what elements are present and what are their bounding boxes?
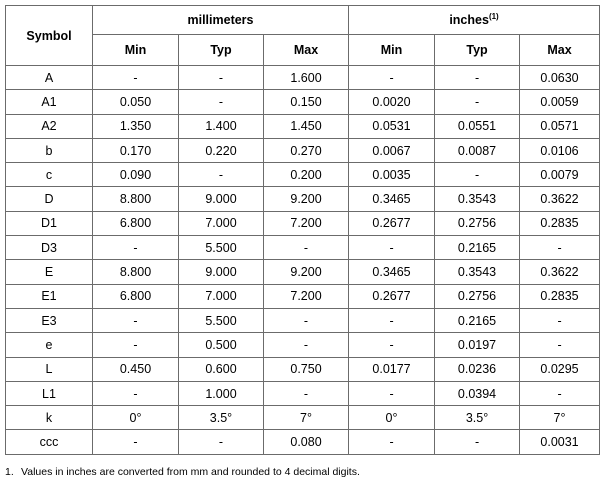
mm-typ-cell: 3.5° (179, 406, 264, 430)
symbol-column-header: Symbol (6, 6, 93, 66)
mm-min-cell: 0.050 (93, 90, 179, 114)
footnote-number: 1. (5, 466, 14, 478)
mm-typ-cell: 5.500 (179, 308, 264, 332)
symbol-cell: E (6, 260, 93, 284)
symbol-cell: L (6, 357, 93, 381)
table-row (6, 406, 600, 430)
in-min-header: Min (349, 35, 435, 66)
table-row (6, 357, 600, 381)
mm-typ-cell: 9.000 (179, 260, 264, 284)
in-typ-cell: 0.2165 (435, 236, 520, 260)
in-typ-cell: 0.2756 (435, 284, 520, 308)
mm-typ-cell: 1.400 (179, 114, 264, 138)
in-min-cell: - (349, 381, 435, 405)
millimeters-group-header: millimeters (93, 6, 349, 35)
symbol-cell: ccc (6, 430, 93, 454)
table-row (6, 90, 600, 114)
table-row (6, 236, 600, 260)
mm-min-header: Min (93, 35, 179, 66)
mm-typ-cell: - (179, 90, 264, 114)
in-typ-cell: 0.0551 (435, 114, 520, 138)
in-min-cell: 0° (349, 406, 435, 430)
table-row (6, 430, 600, 454)
in-typ-cell: 0.0236 (435, 357, 520, 381)
in-typ-cell: 0.2165 (435, 308, 520, 332)
mm-max-cell: 1.600 (264, 66, 349, 90)
mm-max-cell: 9.200 (264, 260, 349, 284)
in-typ-cell: 0.0087 (435, 138, 520, 162)
mm-max-cell: 0.080 (264, 430, 349, 454)
mm-typ-cell: 9.000 (179, 187, 264, 211)
in-typ-cell: - (435, 430, 520, 454)
mm-max-cell: 0.150 (264, 90, 349, 114)
table-row (6, 260, 600, 284)
in-max-cell: - (520, 236, 600, 260)
table-row (6, 114, 600, 138)
symbol-cell: D3 (6, 236, 93, 260)
mm-typ-cell: - (179, 66, 264, 90)
mm-max-cell: 0.270 (264, 138, 349, 162)
table-row (6, 333, 600, 357)
in-max-cell: 0.0571 (520, 114, 600, 138)
table-header-row (6, 6, 600, 35)
mm-typ-cell: - (179, 430, 264, 454)
mm-min-cell: - (93, 430, 179, 454)
in-typ-cell: - (435, 66, 520, 90)
symbol-cell: D (6, 187, 93, 211)
in-typ-cell: 0.3543 (435, 187, 520, 211)
mm-min-cell: - (93, 308, 179, 332)
mm-typ-cell: 0.220 (179, 138, 264, 162)
mm-min-cell: 0.090 (93, 163, 179, 187)
symbol-cell: e (6, 333, 93, 357)
mm-max-header: Max (264, 35, 349, 66)
in-max-cell: 0.0079 (520, 163, 600, 187)
mm-max-cell: - (264, 236, 349, 260)
in-min-cell: - (349, 236, 435, 260)
symbol-cell: L1 (6, 381, 93, 405)
mm-min-cell: - (93, 333, 179, 357)
table-row (6, 211, 600, 235)
symbol-cell: b (6, 138, 93, 162)
mm-typ-cell: 7.000 (179, 211, 264, 235)
in-min-cell: 0.3465 (349, 260, 435, 284)
mm-min-cell: 6.800 (93, 211, 179, 235)
in-max-cell: 0.0630 (520, 66, 600, 90)
symbol-cell: k (6, 406, 93, 430)
in-typ-cell: 3.5° (435, 406, 520, 430)
in-min-cell: 0.0177 (349, 357, 435, 381)
mm-typ-cell: 5.500 (179, 236, 264, 260)
table-row (6, 66, 600, 90)
mm-typ-cell: 1.000 (179, 381, 264, 405)
inches-group-header (349, 6, 600, 35)
table-body (6, 66, 600, 455)
mm-min-cell: 6.800 (93, 284, 179, 308)
in-max-cell: 0.0031 (520, 430, 600, 454)
mm-typ-header: Typ (179, 35, 264, 66)
mm-min-cell: 0.170 (93, 138, 179, 162)
in-typ-cell: - (435, 90, 520, 114)
mm-min-cell: - (93, 66, 179, 90)
table-row (6, 381, 600, 405)
mm-min-cell: 1.350 (93, 114, 179, 138)
in-max-cell: - (520, 381, 600, 405)
in-max-cell: - (520, 333, 600, 357)
symbol-cell: c (6, 163, 93, 187)
footnote (5, 466, 360, 478)
mm-max-cell: 9.200 (264, 187, 349, 211)
mm-typ-cell: 0.600 (179, 357, 264, 381)
in-typ-cell: 0.3543 (435, 260, 520, 284)
in-max-cell: - (520, 308, 600, 332)
in-max-cell: 0.2835 (520, 284, 600, 308)
mm-max-cell: 7.200 (264, 284, 349, 308)
in-max-cell: 0.0059 (520, 90, 600, 114)
mm-min-cell: 0.450 (93, 357, 179, 381)
in-max-cell: 0.3622 (520, 187, 600, 211)
table-row (6, 163, 600, 187)
mm-typ-cell: 7.000 (179, 284, 264, 308)
footnote-text: Values in inches are converted from mm and rounded to 4 decimal digits. (21, 466, 360, 478)
in-min-cell: 0.0020 (349, 90, 435, 114)
in-min-cell: 0.3465 (349, 187, 435, 211)
symbol-cell: A (6, 66, 93, 90)
mm-min-cell: 8.800 (93, 187, 179, 211)
footnote-reference: (1) (488, 11, 499, 21)
in-max-cell: 0.2835 (520, 211, 600, 235)
in-typ-cell: - (435, 163, 520, 187)
in-min-cell: 0.0531 (349, 114, 435, 138)
in-min-cell: 0.0035 (349, 163, 435, 187)
in-min-cell: 0.2677 (349, 211, 435, 235)
in-min-cell: - (349, 430, 435, 454)
in-min-cell: 0.0067 (349, 138, 435, 162)
in-typ-cell: 0.0197 (435, 333, 520, 357)
in-min-cell: - (349, 66, 435, 90)
mm-typ-cell: 0.500 (179, 333, 264, 357)
symbol-cell: E3 (6, 308, 93, 332)
dimensions-table (5, 5, 600, 455)
in-max-cell: 0.0295 (520, 357, 600, 381)
in-max-cell: 0.0106 (520, 138, 600, 162)
table-row (6, 284, 600, 308)
mm-min-cell: - (93, 381, 179, 405)
mm-max-cell: 1.450 (264, 114, 349, 138)
symbol-cell: D1 (6, 211, 93, 235)
mm-max-cell: 0.750 (264, 357, 349, 381)
in-typ-header: Typ (435, 35, 520, 66)
in-min-cell: - (349, 333, 435, 357)
table-row (6, 187, 600, 211)
table-row (6, 308, 600, 332)
symbol-cell: A1 (6, 90, 93, 114)
symbol-cell: E1 (6, 284, 93, 308)
mm-min-cell: 0° (93, 406, 179, 430)
symbol-cell: A2 (6, 114, 93, 138)
in-max-cell: 0.3622 (520, 260, 600, 284)
mm-min-cell: - (93, 236, 179, 260)
inches-group-label: inches (449, 13, 489, 27)
table-row (6, 138, 600, 162)
in-min-cell: - (349, 308, 435, 332)
in-max-cell: 7° (520, 406, 600, 430)
in-typ-cell: 0.0394 (435, 381, 520, 405)
in-max-header: Max (520, 35, 600, 66)
mm-max-cell: - (264, 333, 349, 357)
mm-max-cell: - (264, 381, 349, 405)
mm-typ-cell: - (179, 163, 264, 187)
table-subheader-row (6, 35, 600, 66)
mm-max-cell: 7.200 (264, 211, 349, 235)
mm-min-cell: 8.800 (93, 260, 179, 284)
mm-max-cell: 7° (264, 406, 349, 430)
in-typ-cell: 0.2756 (435, 211, 520, 235)
in-min-cell: 0.2677 (349, 284, 435, 308)
mm-max-cell: - (264, 308, 349, 332)
mm-max-cell: 0.200 (264, 163, 349, 187)
